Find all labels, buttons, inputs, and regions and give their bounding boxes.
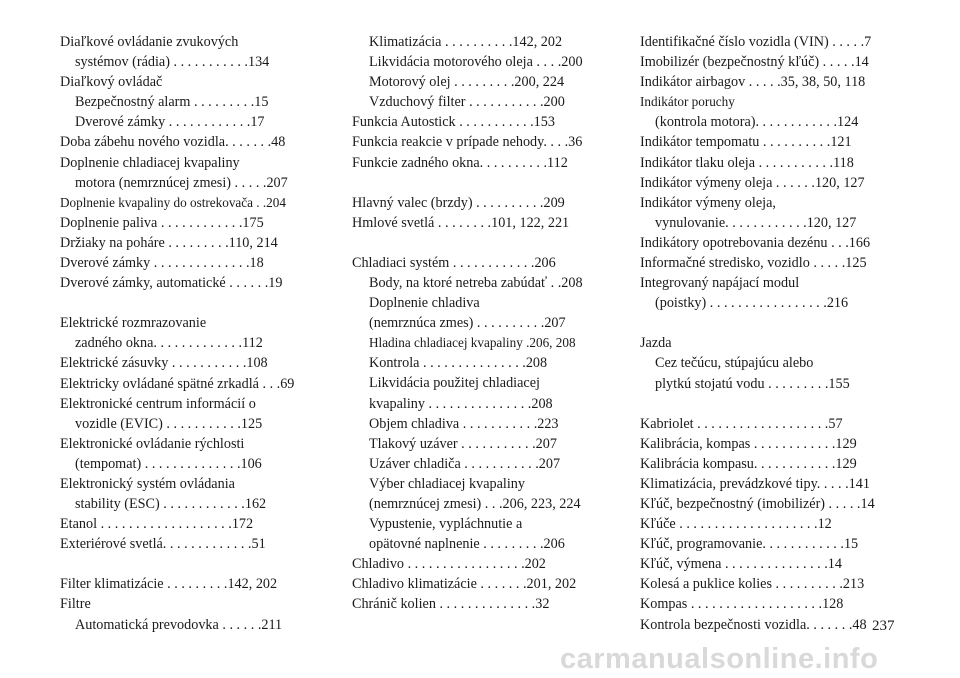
- index-entry: Kľúč, programovanie. . . . . . . . . . . .15: [640, 536, 859, 553]
- index-subentry: (tempomat) . . . . . . . . . . . . . .106: [75, 455, 262, 472]
- index-entry: Doplnenie paliva . . . . . . . . . . . .175: [60, 214, 264, 231]
- index-entry: Kolesá a puklice kolies . . . . . . . . . .213: [640, 576, 865, 593]
- index-subentry: Automatická prevodovka . . . . . .211: [75, 616, 283, 633]
- group-spacer: [60, 554, 322, 574]
- index-entry: Indikátor tempomatu . . . . . . . . . .121: [640, 134, 852, 151]
- index-entry: Chladiaci systém . . . . . . . . . . . .206: [352, 254, 556, 271]
- index-entry: Funkcia Autostick . . . . . . . . . . .153: [352, 114, 555, 131]
- index-entry: Elektrické rozmrazovanie: [60, 315, 207, 332]
- index-column-2: [352, 32, 614, 615]
- index-subentry: plytkú stojatú vodu . . . . . . . . .155: [655, 375, 850, 392]
- index-subentry: systémov (rádia) . . . . . . . . . . .134: [75, 54, 270, 71]
- index-entry: Elektricky ovládané spätné zrkadlá . . .69: [60, 375, 295, 392]
- index-entry: Indikátor výmeny oleja . . . . . .120, 127: [640, 174, 865, 191]
- index-subentry: Motorový olej . . . . . . . . .200, 224: [369, 74, 565, 91]
- index-subentry: (poistky) . . . . . . . . . . . . . . . . .216: [655, 295, 849, 312]
- index-entry: Indikátory opotrebovania dezénu . . .166: [640, 234, 871, 251]
- index-entry: Filtre: [60, 596, 91, 613]
- index-subentry: (nemrznúca zmes) . . . . . . . . . .207: [369, 315, 566, 332]
- index-entry: Kalibrácia, kompas . . . . . . . . . . . .129: [640, 435, 857, 452]
- group-spacer: [352, 173, 614, 193]
- index-subentry: (nemrznúcej zmesi) . . .206, 223, 224: [369, 495, 581, 512]
- index-entry: Exteriérové svetlá. . . . . . . . . . . . .51: [60, 536, 266, 553]
- index-entry: Elektronické centrum informácií o: [60, 395, 256, 412]
- index-entry: Držiaky na poháre . . . . . . . . .110, 214: [60, 234, 278, 251]
- index-subentry: Dverové zámky . . . . . . . . . . . .17: [75, 114, 265, 131]
- watermark: carmanualsonline.info: [560, 643, 879, 675]
- index-entry: Funkcia reakcie v prípade nehody. . . .36: [352, 134, 583, 151]
- index-subentry: Likvidácia motorového oleja . . . .200: [369, 54, 583, 71]
- index-entry: Diaľkový ovládač: [60, 74, 163, 91]
- index-subentry: Kontrola . . . . . . . . . . . . . . .208: [369, 355, 548, 372]
- index-subentry: Likvidácia použitej chladiacej: [369, 375, 540, 392]
- index-subentry: Body, na ktoré netreba zabúdať . .208: [369, 274, 583, 291]
- index-entry: Integrovaný napájací modul: [640, 275, 800, 292]
- index-entry: Indikátor poruchy: [640, 94, 735, 110]
- index-subentry: Vypustenie, vypláchnutie a: [369, 516, 523, 533]
- index-subentry: opätovné naplnenie . . . . . . . . .206: [369, 536, 565, 553]
- index-entry: Kalibrácia kompasu. . . . . . . . . . . .129: [640, 455, 857, 472]
- index-entry: Kľúč, bezpečnostný (imobilizér) . . . . .14: [640, 495, 875, 512]
- index-subentry: Vzduchový filter . . . . . . . . . . .200: [369, 94, 565, 111]
- index-subentry: Výber chladiacej kvapaliny: [369, 475, 525, 492]
- index-entry: Doba zábehu nového vozidla. . . . . . .48: [60, 134, 286, 151]
- index-entry: Kľúč, výmena . . . . . . . . . . . . . . .14: [640, 556, 842, 573]
- index-entry: Doplnenie chladiacej kvapaliny: [60, 154, 240, 171]
- index-entry: Diaľkové ovládanie zvukových: [60, 34, 239, 50]
- group-spacer: [60, 293, 322, 313]
- index-entry: Etanol . . . . . . . . . . . . . . . . . . .172: [60, 516, 254, 533]
- index-entry: Indikátor tlaku oleja . . . . . . . . . . .118: [640, 154, 854, 171]
- index-subentry: Hladina chladiacej kvapaliny .206, 208: [369, 335, 576, 351]
- index-entry: Jazda: [640, 335, 672, 352]
- page-number: 237: [872, 618, 895, 634]
- index-column-1: [60, 32, 322, 635]
- group-spacer: [640, 394, 902, 414]
- index-entry: Informačné stredisko, vozidlo . . . . .125: [640, 255, 867, 272]
- index-entry: Hlavný valec (brzdy) . . . . . . . . . .209: [352, 194, 565, 211]
- index-entry: Chladivo klimatizácie . . . . . . .201, 202: [352, 576, 577, 593]
- index-subentry: vynulovanie. . . . . . . . . . . .120, 127: [655, 214, 857, 231]
- index-subentry: Klimatizácia . . . . . . . . . .142, 202: [369, 34, 563, 50]
- index-entry: Filter klimatizácie . . . . . . . . .142, 202: [60, 576, 278, 593]
- index-entry: Chránič kolien . . . . . . . . . . . . . .32: [352, 596, 550, 613]
- index-subentry: motora (nemrznúcej zmesi) . . . . .207: [75, 174, 288, 191]
- index-subentry: Tlakový uzáver . . . . . . . . . . .207: [369, 435, 557, 452]
- index-entry: Doplnenie kvapaliny do ostrekovača . .204: [60, 194, 286, 210]
- index-subentry: vozidle (EVIC) . . . . . . . . . . .125: [75, 415, 263, 432]
- index-subentry: Bezpečnostný alarm . . . . . . . . .15: [75, 94, 269, 111]
- index-entry: Chladivo . . . . . . . . . . . . . . . . .202: [352, 556, 546, 573]
- index-entry: Imobilizér (bezpečnostný kľúč) . . . . .14: [640, 54, 869, 71]
- index-entry: Elektrické zásuvky . . . . . . . . . . .108: [60, 355, 268, 372]
- index-subentry: kvapaliny . . . . . . . . . . . . . . .208: [369, 395, 553, 412]
- index-subentry: Doplnenie chladiva: [369, 295, 480, 312]
- group-spacer: [640, 313, 902, 333]
- index-entry: Elektronické ovládanie rýchlosti: [60, 435, 245, 452]
- index-entry: Dverové zámky, automatické . . . . . .19: [60, 275, 283, 292]
- index-entry: Kontrola bezpečnosti vozidla. . . . . . .48: [640, 616, 867, 633]
- index-subentry: Cez tečúcu, stúpajúcu alebo: [655, 355, 814, 372]
- index-column-3: [640, 32, 902, 635]
- index-entry: Funkcie zadného okna. . . . . . . . . .112: [352, 154, 568, 171]
- index-subentry: zadného okna. . . . . . . . . . . . .112: [75, 335, 263, 352]
- index-entry: Identifikačné číslo vozidla (VIN) . . . . .7: [640, 34, 872, 50]
- index-entry: Hmlové svetlá . . . . . . . .101, 122, 221: [352, 214, 570, 231]
- index-entry: Indikátor airbagov . . . . .35, 38, 50, 118: [640, 74, 866, 91]
- index-entry: Elektronický systém ovládania: [60, 475, 235, 492]
- index-subentry: (kontrola motora). . . . . . . . . . . .124: [655, 114, 859, 131]
- index-subentry: stability (ESC) . . . . . . . . . . . .162: [75, 496, 267, 513]
- index-entry: Indikátor výmeny oleja,: [640, 194, 776, 211]
- group-spacer: [352, 233, 614, 253]
- index-entry: Kabriolet . . . . . . . . . . . . . . . . . . .57: [640, 415, 843, 432]
- index-entry: Kompas . . . . . . . . . . . . . . . . . . .128: [640, 596, 844, 613]
- index-subentry: Uzáver chladiča . . . . . . . . . . .207: [369, 455, 561, 472]
- index-entry: Dverové zámky . . . . . . . . . . . . . .18: [60, 255, 264, 272]
- index-entry: Klimatizácia, prevádzkové tipy. . . . .141: [640, 475, 870, 492]
- index-entry: Kľúče . . . . . . . . . . . . . . . . . . . .12: [640, 516, 832, 533]
- index-subentry: Objem chladiva . . . . . . . . . . .223: [369, 415, 559, 432]
